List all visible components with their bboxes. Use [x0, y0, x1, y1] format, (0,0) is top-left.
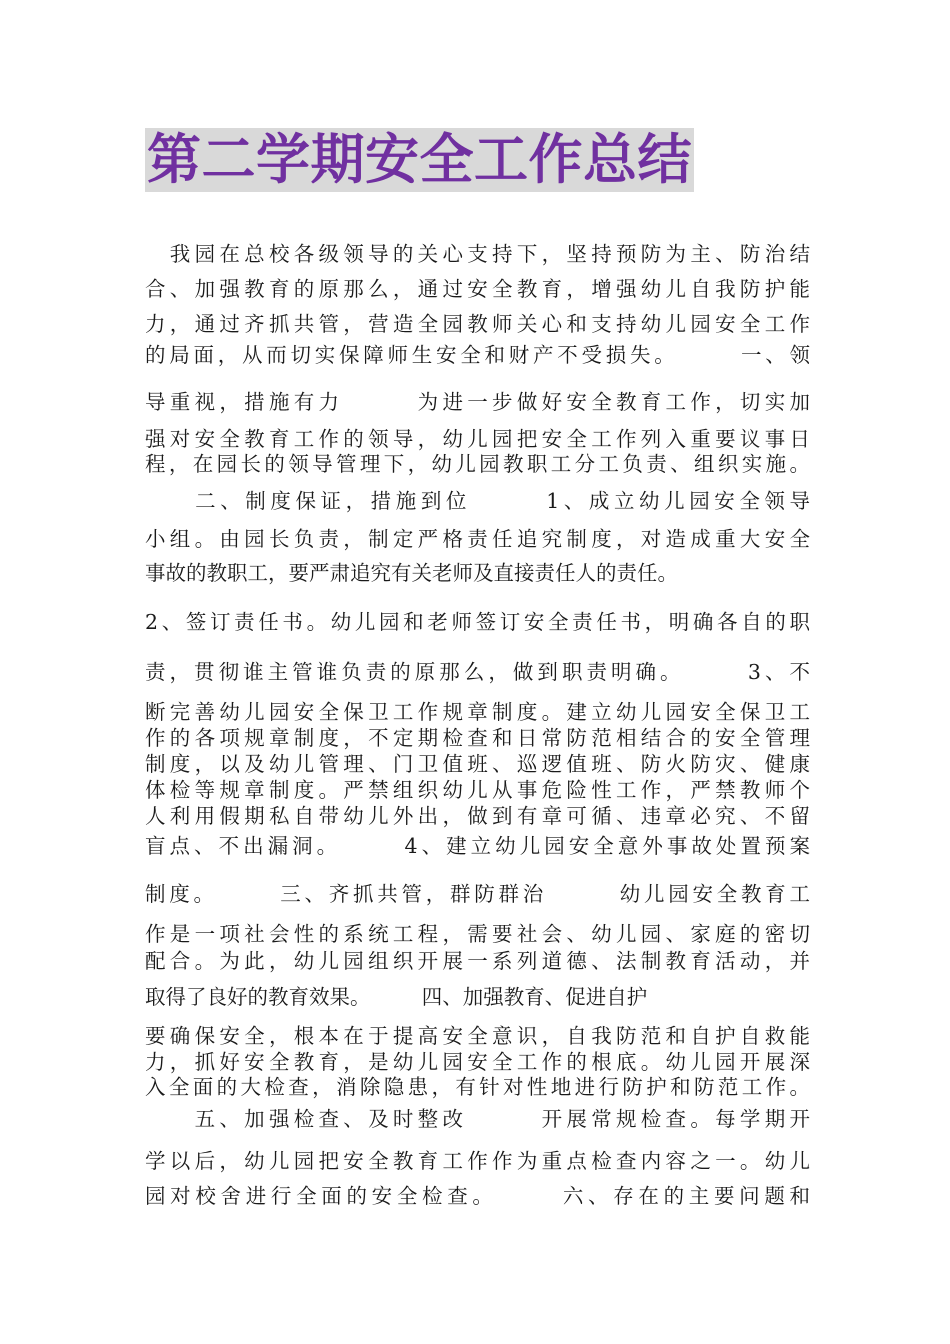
body-line: 程，在园长的领导管理下，幼儿园教职工分工负责、组织实施。 — [145, 452, 810, 476]
body-line: 取得了良好的教育效果。 四、加强教育、促进自护 — [145, 985, 648, 1009]
body-line: 要确保安全，根本在于提高安全意识，自我防范和自护自救能 — [145, 1024, 810, 1048]
body-line: 导重视，措施有力 为进一步做好安全教育工作，切实加 — [145, 390, 810, 414]
body-line: 入全面的大检查，消除隐患，有针对性地进行防护和防范工作。 — [145, 1075, 810, 1099]
body-line: 合、加强教育的原那么，通过安全教育，增强幼儿自我防护能 — [145, 277, 810, 301]
body-line: 园对校舍进行全面的安全检查。 六、存在的主要问题和 — [145, 1184, 810, 1208]
body-line: 配合。为此，幼儿园组织开展一系列道德、法制教育活动，并 — [145, 949, 810, 973]
body-line: 学以后，幼儿园把安全教育工作作为重点检查内容之一。幼儿 — [145, 1149, 810, 1173]
body-line: 二、制度保证，措施到位 1、成立幼儿园安全领导 — [145, 489, 810, 513]
body-line: 作的各项规章制度，不定期检查和日常防范相结合的安全管理 — [145, 726, 810, 750]
body-line: 盲点、不出漏洞。 4、建立幼儿园安全意外事故处置预案 — [145, 834, 810, 858]
body-line: 五、加强检查、及时整改 开展常规检查。每学期开 — [145, 1107, 810, 1131]
body-line: 事故的教职工，要严肃追究有关老师及直接责任人的责任。 — [145, 561, 678, 585]
body-line: 强对安全教育工作的领导，幼儿园把安全工作列入重要议事日 — [145, 427, 810, 451]
body-line: 力，通过齐抓共管，营造全园教师关心和支持幼儿园安全工作 — [145, 312, 810, 336]
body-line: 2、签订责任书。幼儿园和老师签订安全责任书，明确各自的职 — [145, 610, 810, 634]
body-line: 断完善幼儿园安全保卫工作规章制度。建立幼儿园安全保卫工 — [145, 700, 810, 724]
body-line: 责，贯彻谁主管谁负责的原那么，做到职责明确。 3、不 — [145, 660, 810, 684]
body-line: 的局面，从而切实保障师生安全和财产不受损失。 一、领 — [145, 343, 810, 367]
document-title: 第二学期安全工作总结 — [147, 128, 692, 191]
body-line: 体检等规章制度。严禁组织幼儿从事危险性工作，严禁教师个 — [145, 778, 810, 802]
body-line: 小组。由园长负责，制定严格责任追究制度，对造成重大安全 — [145, 527, 810, 551]
body-line: 作是一项社会性的系统工程，需要社会、幼儿园、家庭的密切 — [145, 922, 810, 946]
body-line: 我园在总校各级领导的关心支持下，坚持预防为主、防治结 — [145, 242, 810, 266]
body-line: 制度，以及幼儿管理、门卫值班、巡逻值班、防火防灾、健康 — [145, 752, 810, 776]
body-line: 力，抓好安全教育，是幼儿园安全工作的根底。幼儿园开展深 — [145, 1050, 810, 1074]
body-line: 人利用假期私自带幼儿外出，做到有章可循、违章必究、不留 — [145, 804, 810, 828]
body-line: 制度。 三、齐抓共管，群防群治 幼儿园安全教育工 — [145, 882, 810, 906]
